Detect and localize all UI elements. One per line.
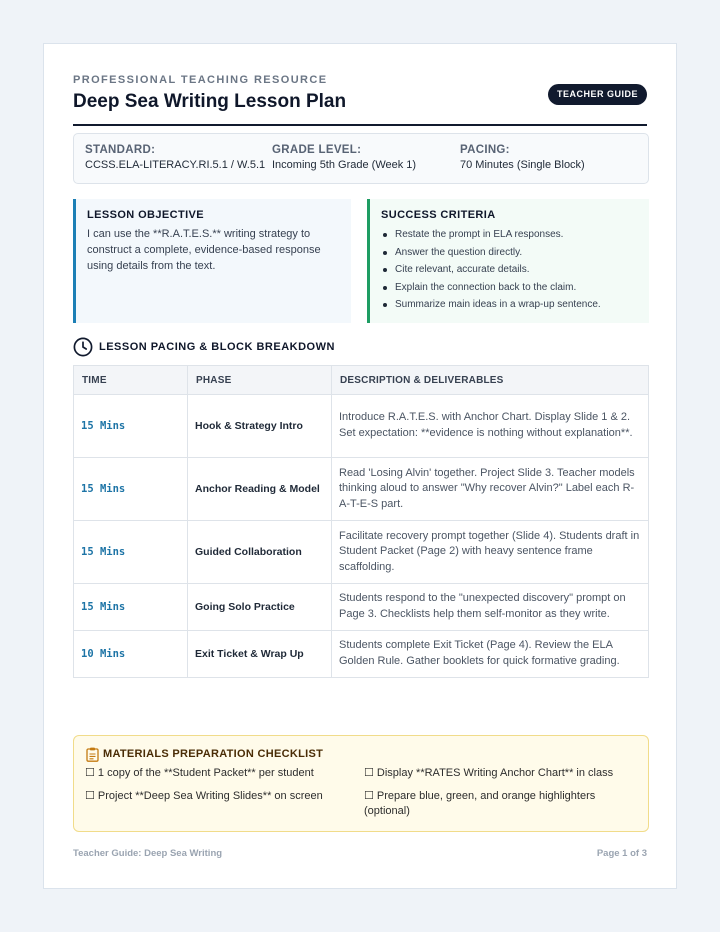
resource-eyebrow: PROFESSIONAL TEACHING RESOURCE: [73, 74, 328, 86]
time-cell: 15 Mins: [74, 521, 188, 584]
phase-cell: Guided Collaboration: [188, 521, 332, 584]
success-criteria-box: [367, 199, 649, 323]
phase-cell: Exit Ticket & Wrap Up: [188, 631, 332, 678]
time-cell: 10 Mins: [74, 631, 188, 678]
criteria-list: [381, 226, 638, 314]
description-cell: Facilitate recovery prompt together (Slide 4). Students draft in Student Packet (Page 2) with heavy sentence frame scaffolding.: [332, 521, 649, 584]
meta-label: GRADE LEVEL:: [272, 144, 362, 156]
time-cell: 15 Mins: [74, 395, 188, 458]
materials-heading: MATERIALS PREPARATION CHECKLIST: [103, 748, 324, 760]
description-cell: Students respond to the "unexpected discovery" prompt on Page 3. Checklists help them self-monitor as they write.: [332, 584, 649, 631]
description-cell: Students complete Exit Ticket (Page 4). Review the ELA Golden Rule. Gather booklets for quick formative grading.: [332, 631, 649, 678]
description-cell: Introduce R.A.T.E.S. with Anchor Chart. Display Slide 1 & 2. Set expectation: **evidence is nothing without explanation**.: [332, 395, 649, 458]
materials-checklist-box: [73, 735, 649, 832]
footer-page-number: Page 1 of 3: [596, 848, 647, 859]
time-cell: 15 Mins: [74, 458, 188, 521]
list-item: Restate the prompt in ELA responses.: [381, 226, 638, 244]
lesson-plan-page: [43, 43, 677, 889]
pacing-heading: LESSON PACING & BLOCK BREAKDOWN: [99, 341, 335, 353]
column-header-time: TIME: [74, 366, 188, 395]
meta-label: STANDARD:: [85, 144, 156, 156]
list-item: Summarize main ideas in a wrap-up sentence.: [381, 296, 638, 314]
table-header-row: [74, 366, 649, 395]
objective-text: I can use the **R.A.T.E.S.** writing strategy to construct a complete, evidence-based response using details from the text.: [87, 228, 321, 272]
meta-label: PACING:: [460, 144, 510, 156]
lesson-objective-box: [73, 199, 351, 323]
meta-standard: [85, 144, 265, 171]
meta-value: Incoming 5th Grade (Week 1): [272, 159, 417, 171]
column-header-phase: PHASE: [188, 366, 332, 395]
checklist-item[interactable]: ☐ Prepare blue, green, and orange highlighters (optional): [364, 790, 596, 817]
column-header-description: DESCRIPTION & DELIVERABLES: [332, 366, 649, 395]
clock-icon: [73, 337, 93, 357]
page-title: Deep Sea Writing Lesson Plan: [73, 91, 347, 112]
list-item: Answer the question directly.: [381, 244, 638, 262]
phase-cell: Hook & Strategy Intro: [188, 395, 332, 458]
table-row: [74, 584, 649, 631]
description-cell: Read 'Losing Alvin' together. Project Slide 3. Teacher models thinking aloud to answer "Why recover Alvin?" Label each R-A-T-E-S part.: [332, 458, 649, 521]
meta-value: CCSS.ELA-LITERACY.RI.5.1 / W.5.1: [85, 159, 266, 171]
table-row: [74, 521, 649, 584]
table-row: [74, 458, 649, 521]
list-item: Cite relevant, accurate details.: [381, 261, 638, 279]
meta-pacing: [460, 144, 585, 171]
checklist-item[interactable]: ☐ Project **Deep Sea Writing Slides** on screen: [85, 790, 323, 802]
clipboard-icon: [86, 747, 99, 762]
meta-value: 70 Minutes (Single Block): [460, 159, 585, 171]
meta-grade-level: [272, 144, 416, 171]
list-item: Explain the connection back to the claim.: [381, 279, 638, 297]
footer-guide-title: Teacher Guide: Deep Sea Writing: [73, 848, 223, 859]
lesson-meta-bar: [73, 133, 649, 184]
table-row: [74, 631, 649, 678]
time-cell: 15 Mins: [74, 584, 188, 631]
criteria-heading: SUCCESS CRITERIA: [381, 209, 496, 221]
objective-heading: LESSON OBJECTIVE: [87, 209, 205, 221]
phase-cell: Anchor Reading & Model: [188, 458, 332, 521]
checklist-item[interactable]: ☐ 1 copy of the **Student Packet** per student: [85, 767, 314, 779]
header-divider: [73, 124, 647, 126]
checklist-item[interactable]: ☐ Display **RATES Writing Anchor Chart** in class: [364, 767, 614, 779]
teacher-guide-badge: TEACHER GUIDE: [548, 84, 647, 105]
table-row: [74, 395, 649, 458]
pacing-table: [73, 365, 649, 678]
phase-cell: Going Solo Practice: [188, 584, 332, 631]
